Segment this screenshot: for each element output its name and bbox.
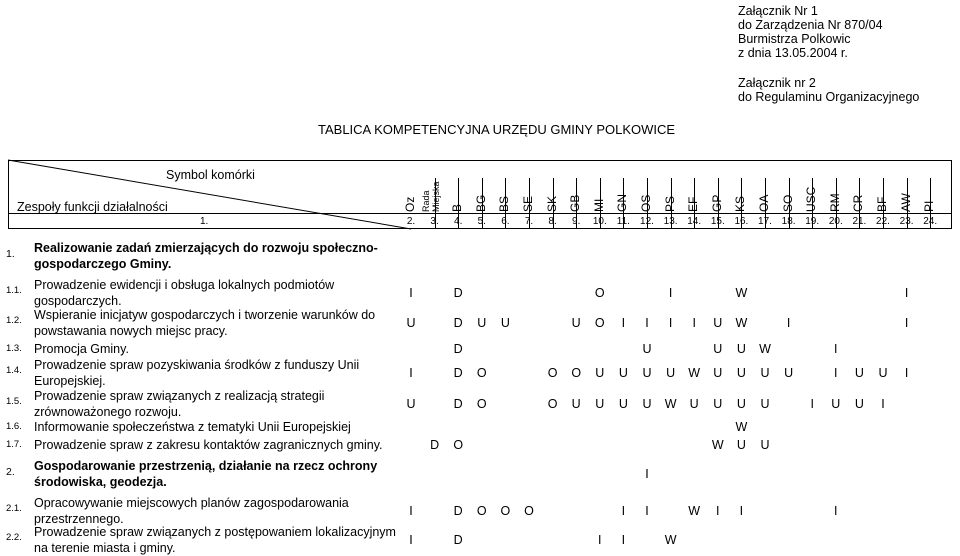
row-number: 1.6.: [6, 421, 22, 432]
row-description: [34, 277, 334, 309]
column-number: 15.: [710, 216, 725, 227]
column-number: 19.: [805, 216, 820, 227]
row-text-line: Europejskiej.: [34, 374, 106, 388]
competence-cell: I: [645, 504, 649, 518]
competence-cell: I: [645, 467, 649, 481]
column-code: MI: [591, 198, 606, 212]
competence-cell: I: [409, 504, 413, 518]
competence-cell: I: [668, 286, 673, 300]
column-code: KS: [733, 195, 748, 212]
header-line: Załącznik nr 2: [738, 76, 816, 90]
row-text-line: przestrzennego.: [34, 512, 124, 526]
column-code: RM: [827, 193, 842, 212]
column-number: 6.: [501, 216, 510, 227]
column-code: EF: [686, 196, 701, 212]
competence-cell: U: [595, 397, 605, 411]
competence-cell: O: [547, 397, 558, 411]
competence-cell: O: [594, 316, 605, 330]
competence-cell: U: [618, 397, 628, 411]
row-text-line: Gospodarowanie przestrzenią, działanie na rzecz ochrony: [34, 459, 378, 473]
competence-cell: W: [688, 504, 701, 518]
column-number: 13.: [663, 216, 678, 227]
row-description: [34, 458, 377, 490]
competence-cell: I: [668, 316, 673, 330]
row-text-line: Realizowanie zadań zmierzających do rozwoju społeczno-: [34, 241, 378, 255]
row-text-line: powstawania nowych miejsc pracy.: [34, 324, 228, 338]
competence-cell: U: [736, 438, 746, 452]
row-text-line: gospodarczego Gminy.: [34, 257, 172, 271]
competence-cell: U: [736, 342, 746, 356]
column-code: SK: [544, 195, 559, 212]
column-code: GB: [568, 194, 583, 212]
competence-cell: I: [621, 533, 626, 547]
competence-cell: U: [760, 397, 770, 411]
competence-cell: W: [735, 420, 748, 434]
row-number: 2.2.: [6, 532, 22, 543]
header-line: do Zarządzenia Nr 870/04: [738, 18, 883, 32]
competence-cell: I: [621, 316, 626, 330]
column-code: Oz: [403, 196, 417, 212]
column-code: AW: [898, 193, 913, 212]
row-number: 2.1.: [6, 503, 22, 514]
competence-cell: U: [736, 366, 746, 380]
column-code: PS: [662, 195, 677, 212]
competence-cell: I: [834, 342, 838, 356]
row-description: [34, 437, 383, 453]
header-line: do Regulaminu Organizacyjnego: [738, 90, 920, 104]
row-number: 1.4.: [6, 365, 22, 376]
competence-cell: I: [834, 504, 838, 518]
column-number: 14.: [687, 216, 702, 227]
competence-cell: I: [904, 286, 909, 300]
competence-cell: U: [618, 366, 628, 380]
competence-cell: I: [621, 504, 626, 518]
column-code: GP: [709, 194, 724, 212]
row-text-line: środowiska, geodezja.: [34, 475, 167, 489]
competence-cell: I: [904, 366, 909, 380]
column-code: BF: [875, 196, 889, 212]
competence-cell: D: [453, 366, 463, 380]
competence-cell: I: [810, 397, 814, 411]
column-number: 11.: [616, 216, 630, 227]
competence-cell: I: [645, 316, 649, 330]
competence-cell: W: [735, 286, 748, 300]
competence-cell: O: [547, 366, 558, 380]
row-text-line: Prowadzenie spraw z zakresu kontaktów zagranicznych gminy.: [34, 438, 383, 452]
competence-cell: U: [571, 316, 581, 330]
competence-cell: W: [735, 316, 748, 330]
column-code: CR: [851, 194, 866, 212]
column-code: GN: [615, 194, 630, 212]
row-text-line: Opracowywanie miejscowych planów zagospodarowania: [34, 496, 349, 510]
competence-cell: U: [595, 366, 605, 380]
column-number: 3.: [430, 216, 439, 227]
competence-cell: U: [831, 397, 841, 411]
column-number: 24.: [923, 216, 938, 227]
column-code: PI: [922, 200, 937, 212]
row-description: [34, 388, 324, 420]
column-number: 9.: [572, 216, 581, 227]
column-number: 17.: [758, 216, 772, 227]
column-number: 5.: [477, 216, 486, 227]
row-number: 1.3.: [6, 343, 22, 354]
column-number: 23.: [899, 216, 914, 227]
row-text-line: gospodarczych.: [34, 294, 122, 308]
competence-cell: U: [406, 316, 416, 330]
competence-cell: D: [453, 504, 463, 518]
competence-cell: U: [760, 366, 770, 380]
row-number: 2.: [6, 466, 15, 478]
row-number: 1.5.: [6, 396, 22, 407]
competence-cell: I: [692, 316, 696, 330]
column-number: 22.: [876, 216, 890, 227]
competence-cell: U: [713, 366, 723, 380]
page-title: TABLICA KOMPETENCYJNA URZĘDU GMINY POLKOWICE: [318, 122, 676, 137]
row-text-line: zrównoważonego rozwoju.: [34, 405, 182, 419]
header-line: Burmistrza Polkowic: [738, 32, 851, 46]
competence-cell: O: [453, 438, 464, 452]
row-text-line: Wspieranie inicjatyw gospodarczych i tworzenie warunków do: [34, 308, 376, 322]
competence-cell: U: [760, 438, 770, 452]
row-text-line: Prowadzenie ewidencji i obsługa lokalnych podmiotów: [34, 278, 335, 292]
row-number: 1.: [6, 248, 15, 260]
competence-cell: I: [409, 533, 413, 547]
competence-cell: W: [688, 366, 701, 380]
competence-cell: O: [476, 397, 487, 411]
competence-cell: D: [453, 316, 463, 330]
column-number: 4.: [454, 216, 463, 227]
column-code: SE: [521, 195, 535, 212]
column-code: BS: [497, 195, 512, 212]
competence-cell: W: [759, 342, 771, 356]
competence-cell: W: [711, 438, 724, 452]
competence-cell: I: [716, 504, 720, 518]
column-code: USC: [804, 186, 819, 212]
column-number: 21.: [852, 216, 867, 227]
header-divider: [8, 213, 952, 214]
row-number: 1.7.: [6, 439, 22, 450]
competence-cell: U: [713, 397, 723, 411]
competence-cell: U: [713, 342, 723, 356]
competence-cell: O: [571, 366, 582, 380]
competence-cell: U: [642, 366, 652, 380]
row-description: [34, 524, 396, 556]
row-description: [34, 419, 351, 435]
header-line: z dnia 13.05.2004 r.: [738, 46, 848, 60]
column-code: B: [450, 203, 465, 212]
symbol-label: Symbol komórki: [166, 168, 255, 182]
competence-cell: O: [500, 504, 511, 518]
row-number: 1.1.: [6, 285, 22, 296]
row-description: [34, 357, 359, 389]
row-number: 1.2.: [6, 315, 22, 326]
competence-cell: U: [477, 316, 487, 330]
row-text-line: Prowadzenie spraw związanych z postępowaniem lokalizacyjnym: [34, 525, 396, 539]
competence-cell: I: [786, 316, 791, 330]
competence-cell: O: [476, 366, 487, 380]
row-text-line: Prowadzenie spraw pozyskiwania środków z funduszy Unii: [34, 358, 360, 372]
row-description: [34, 341, 129, 357]
competence-cell: D: [453, 397, 463, 411]
column-code: BG: [473, 194, 488, 212]
competence-cell: U: [736, 397, 746, 411]
row-text-line: Promocja Gminy.: [34, 342, 129, 356]
competence-cell: U: [713, 316, 723, 330]
competence-cell: I: [834, 366, 838, 380]
competence-cell: O: [594, 286, 605, 300]
competence-cell: I: [409, 366, 413, 380]
competence-cell: I: [904, 316, 909, 330]
competence-cell: U: [642, 397, 652, 411]
competence-cell: U: [854, 366, 864, 380]
competence-cell: U: [689, 397, 699, 411]
competence-cell: I: [598, 533, 602, 547]
zespoly-label: Zespoły funkcji działalności: [17, 200, 168, 214]
column-number-1: 1.: [200, 216, 209, 227]
competence-cell: D: [453, 342, 463, 356]
competence-cell: D: [430, 438, 440, 452]
competence-cell: U: [406, 397, 416, 411]
competence-cell: O: [524, 504, 534, 518]
column-number: 2.: [406, 216, 416, 227]
row-description: [34, 240, 378, 272]
competence-cell: I: [881, 397, 885, 411]
competence-cell: O: [476, 504, 487, 518]
competence-cell: U: [784, 366, 794, 380]
column-number: 18.: [781, 216, 796, 227]
row-description: [34, 495, 349, 527]
competence-cell: I: [409, 286, 413, 300]
competence-cell: U: [666, 366, 676, 380]
competence-cell: W: [664, 397, 677, 411]
column-code: OS: [639, 194, 653, 212]
row-description: [34, 307, 375, 339]
column-code: OA: [757, 194, 771, 212]
row-text-line: Prowadzenie spraw związanych z realizacją strategii: [34, 389, 325, 403]
competence-cell: I: [739, 504, 744, 518]
competence-cell: D: [453, 533, 463, 547]
competence-cell: D: [453, 286, 463, 300]
row-text-line: Informowanie społeczeństwa z tematyki Unii Europejskiej: [34, 420, 351, 434]
competence-cell: U: [642, 342, 652, 356]
competence-cell: U: [854, 397, 864, 411]
competence-cell: U: [878, 366, 888, 380]
column-code: SO: [780, 194, 795, 212]
competence-cell: U: [500, 316, 510, 330]
column-code: Rada Miejska: [420, 181, 441, 212]
row-text-line: na terenie miasta i gminy.: [34, 541, 176, 555]
column-number: 10.: [592, 216, 607, 227]
column-number: 16.: [734, 216, 749, 227]
column-number: 8.: [548, 216, 557, 227]
competence-cell: U: [571, 397, 581, 411]
column-number: 20.: [828, 216, 843, 227]
column-number: 12.: [640, 216, 654, 227]
competence-cell: W: [664, 533, 677, 547]
header-line: Załącznik Nr 1: [738, 4, 818, 18]
column-number: 7.: [524, 216, 534, 227]
